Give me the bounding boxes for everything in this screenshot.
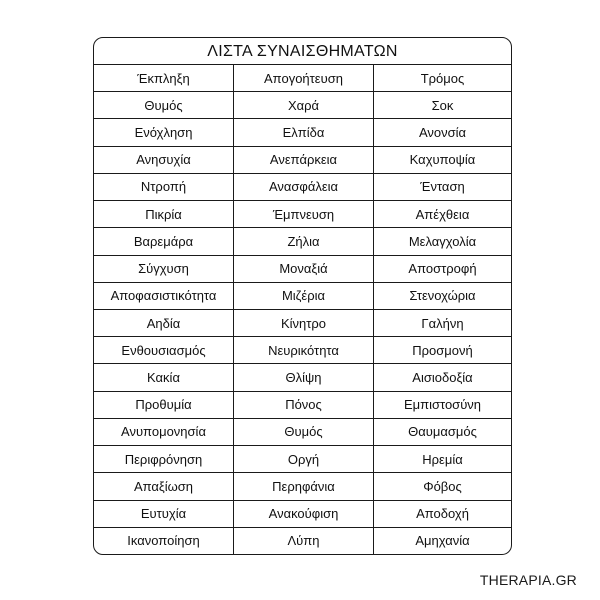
table-cell	[94, 147, 234, 173]
table-row	[94, 337, 511, 364]
emotion-label: Ανεπάρκεια	[269, 152, 338, 168]
table-cell	[94, 337, 234, 363]
emotion-label: Ηρεμία	[422, 451, 463, 467]
table-cell	[94, 528, 234, 554]
table-row	[94, 364, 511, 391]
emotion-label: Χαρά	[287, 97, 320, 113]
table-row	[94, 528, 511, 554]
emotion-label: Πόνος	[285, 397, 322, 413]
emotion-label: Καχυποψία	[409, 152, 476, 168]
table-cell	[234, 528, 374, 554]
table-cell	[94, 364, 234, 390]
table-row	[94, 473, 511, 500]
table-cell	[234, 283, 374, 309]
table-cell	[94, 473, 234, 499]
table-cell	[374, 119, 511, 145]
emotion-label: Απέχθεια	[415, 206, 470, 222]
table-cell	[374, 174, 511, 200]
emotion-label: Κακία	[147, 370, 180, 386]
emotion-label: Ελπίδα	[282, 125, 325, 141]
emotion-label: Ανησυχία	[136, 152, 191, 168]
table-cell	[374, 419, 511, 445]
emotion-label: Πικρία	[145, 206, 182, 222]
table-cell	[234, 501, 374, 527]
emotion-label: Αισιοδοξία	[412, 370, 473, 386]
table-cell	[234, 201, 374, 227]
table-cell	[374, 501, 511, 527]
table-cell	[94, 446, 234, 472]
emotion-label: Αποφασιστικότητα	[110, 288, 217, 304]
table-cell	[94, 228, 234, 254]
table-cell	[94, 283, 234, 309]
table-cell	[374, 228, 511, 254]
emotion-label: Αηδία	[146, 315, 181, 331]
emotion-label: Σοκ	[431, 97, 454, 113]
table-row	[94, 419, 511, 446]
table-row	[94, 283, 511, 310]
emotion-label: Θαυμασμός	[408, 424, 477, 440]
table-cell	[234, 174, 374, 200]
emotion-label: Ενθουσιασμός	[121, 342, 206, 358]
table-cell	[374, 65, 511, 91]
emotion-label: Θλίψη	[285, 370, 322, 386]
emotion-label: Ενόχληση	[134, 125, 193, 141]
table-title: ΛΙΣΤΑ ΣΥΝΑΙΣΘΗΜΑΤΩΝ	[94, 38, 511, 65]
table-cell	[234, 337, 374, 363]
table-cell	[374, 92, 511, 118]
table-cell	[234, 364, 374, 390]
emotion-label: Προσμονή	[412, 342, 473, 358]
emotion-label: Σύγχυση	[138, 261, 189, 277]
emotion-label: Μοναξιά	[279, 261, 328, 277]
table-cell	[94, 92, 234, 118]
table-cell	[94, 256, 234, 282]
table-row	[94, 65, 511, 92]
table-cell	[374, 310, 511, 336]
table-cell	[94, 201, 234, 227]
table-cell	[374, 147, 511, 173]
emotion-label: Στενοχώρια	[409, 288, 476, 304]
table-body	[94, 65, 511, 554]
emotion-label: Γαλήνη	[421, 315, 464, 331]
emotion-label: Ανασφάλεια	[268, 179, 339, 195]
emotion-label: Φόβος	[423, 478, 462, 494]
table-cell	[234, 473, 374, 499]
emotion-label: Έμπνευση	[272, 206, 335, 222]
table-row	[94, 119, 511, 146]
emotion-label: Περηφάνια	[272, 478, 335, 494]
emotion-label: Μιζέρια	[281, 288, 326, 304]
table-cell	[374, 473, 511, 499]
table-cell	[94, 174, 234, 200]
table-cell	[234, 65, 374, 91]
emotion-label: Ανακούφιση	[268, 506, 339, 522]
emotion-label: Λύπη	[287, 533, 320, 549]
emotion-label: Εμπιστοσύνη	[403, 397, 482, 413]
emotion-label: Θυμός	[284, 424, 323, 440]
emotion-label: Ανυπομονησία	[121, 424, 206, 440]
emotion-label: Έκπληξη	[137, 70, 190, 86]
table-cell	[94, 310, 234, 336]
emotion-label: Αμηχανία	[415, 533, 470, 549]
emotion-label: Βαρεμάρα	[133, 233, 194, 249]
emotion-label: Ευτυχία	[140, 506, 187, 522]
table-cell	[234, 256, 374, 282]
emotion-label: Αποδοχή	[416, 506, 469, 522]
emotion-label: Κίνητρο	[280, 315, 327, 331]
emotion-label: Μελαγχολία	[408, 233, 477, 249]
table-cell	[234, 419, 374, 445]
table-row	[94, 201, 511, 228]
table-cell	[374, 446, 511, 472]
emotion-label: Τρόμος	[420, 70, 465, 86]
table-cell	[94, 65, 234, 91]
table-cell	[234, 228, 374, 254]
emotion-label: Ικανοποίηση	[127, 533, 200, 549]
table-cell	[374, 364, 511, 390]
table-row	[94, 147, 511, 174]
table-cell	[94, 501, 234, 527]
emotion-label: Απαξίωση	[133, 478, 194, 494]
table-cell	[374, 337, 511, 363]
emotion-label: Περιφρόνηση	[124, 451, 203, 467]
table-cell	[374, 283, 511, 309]
emotion-label: Ζήλια	[287, 233, 320, 249]
emotion-label: Ένταση	[420, 179, 465, 195]
emotion-label: Νευρικότητα	[268, 342, 339, 358]
table-cell	[234, 446, 374, 472]
table-cell	[374, 256, 511, 282]
emotion-label: Αποστροφή	[408, 261, 477, 277]
emotion-label: Ανονσία	[418, 125, 467, 141]
table-row	[94, 92, 511, 119]
table-cell	[234, 119, 374, 145]
table-cell	[234, 147, 374, 173]
table-cell	[94, 419, 234, 445]
table-row	[94, 174, 511, 201]
table-cell	[234, 392, 374, 418]
table-row	[94, 256, 511, 283]
table-cell	[374, 528, 511, 554]
table-cell	[94, 119, 234, 145]
emotion-label: Απογοήτευση	[264, 70, 343, 86]
table-row	[94, 501, 511, 528]
emotion-label: Θυμός	[144, 97, 183, 113]
table-cell	[374, 201, 511, 227]
emotions-table	[93, 37, 512, 555]
table-cell	[234, 310, 374, 336]
table-row	[94, 392, 511, 419]
site-watermark: THERAPIA.GR	[479, 572, 577, 588]
emotion-label: Προθυμία	[135, 397, 192, 413]
table-row	[94, 228, 511, 255]
table-cell	[234, 92, 374, 118]
emotion-label: Οργή	[287, 451, 320, 467]
table-cell	[94, 392, 234, 418]
table-row	[94, 446, 511, 473]
table-row	[94, 310, 511, 337]
table-cell	[374, 392, 511, 418]
emotion-label: Ντροπή	[140, 179, 187, 195]
